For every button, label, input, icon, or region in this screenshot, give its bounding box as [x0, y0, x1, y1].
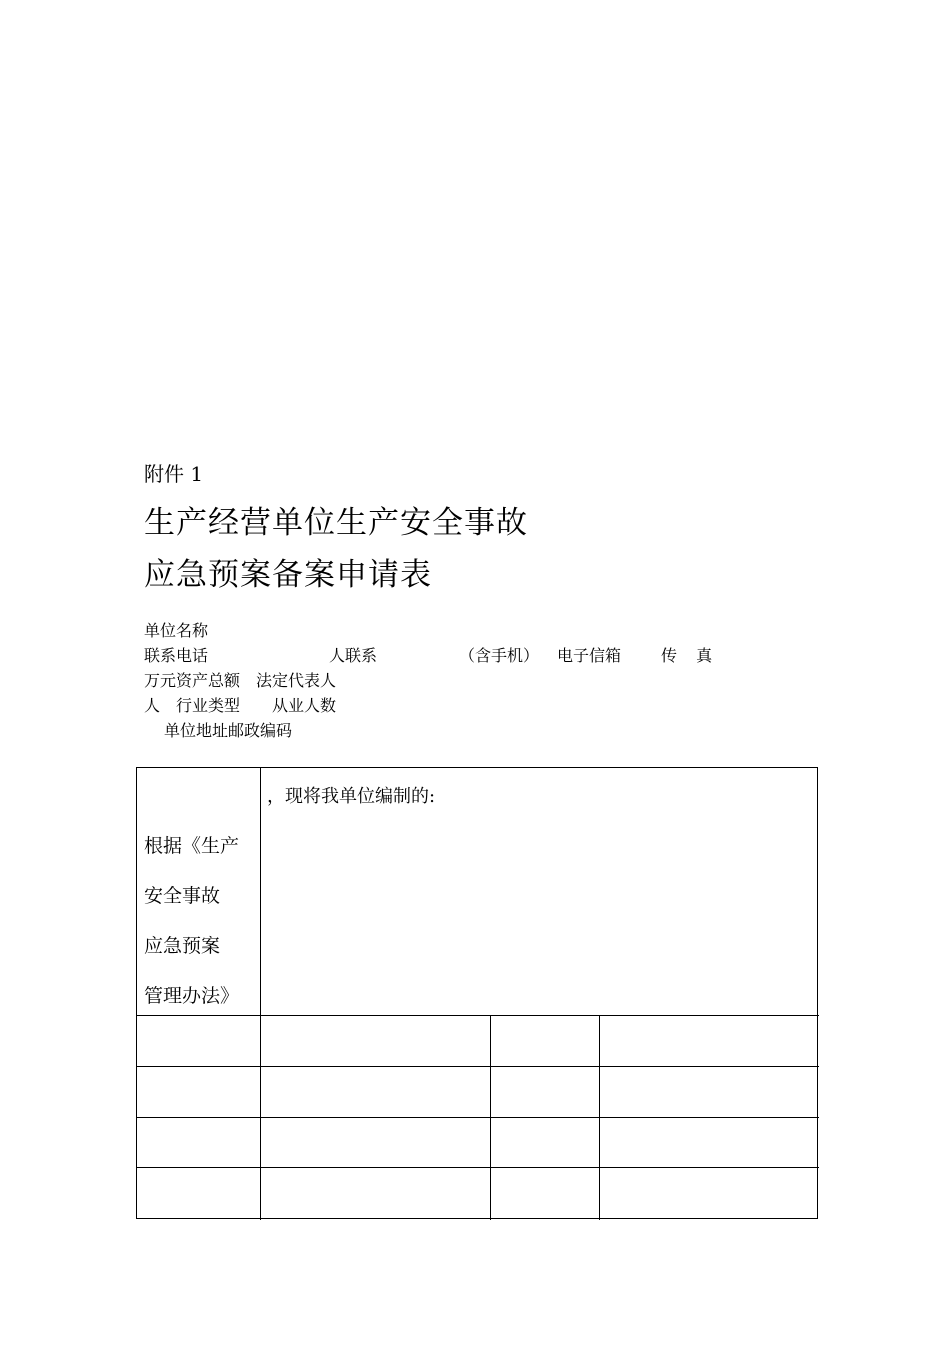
- table-cell[interactable]: [491, 1015, 599, 1066]
- regulation-text-line: 管理办法》: [144, 985, 240, 1007]
- table-row-divider: [137, 1167, 819, 1168]
- unit-name-label: 单位名称: [144, 621, 209, 640]
- table-column-divider: [260, 768, 261, 1220]
- industry-employees-label: 人 行业类型 从业人数: [144, 696, 337, 715]
- regulation-text-line: 应急预案: [144, 935, 221, 957]
- title-line-2: 应急预案备案申请表: [144, 557, 432, 593]
- fax-label: 传 真: [661, 646, 713, 665]
- regulation-text-line: 安全事故: [144, 885, 221, 907]
- table-cell[interactable]: [261, 1015, 490, 1066]
- contact-person-label: 人联系: [329, 646, 378, 665]
- application-form-table: [136, 767, 818, 1219]
- attachment-label: 附件 1: [144, 462, 204, 486]
- table-row-divider: [137, 1066, 819, 1067]
- table-cell[interactable]: [600, 1015, 818, 1066]
- address-postcode-label: 单位地址邮政编码: [164, 721, 293, 740]
- intro-statement: ，现将我单位编制的:: [267, 786, 436, 807]
- table-row-divider: [137, 1117, 819, 1118]
- assets-legal-rep-label: 万元资产总额 法定代表人: [144, 671, 337, 690]
- table-cell[interactable]: [137, 1015, 260, 1066]
- title-line-1: 生产经营单位生产安全事故: [144, 505, 528, 541]
- phone-label: 联系电话: [144, 646, 209, 665]
- mobile-label: （含手机）: [459, 646, 540, 665]
- email-label: 电子信箱: [557, 646, 622, 665]
- regulation-text-line: 根据《生产: [144, 835, 240, 857]
